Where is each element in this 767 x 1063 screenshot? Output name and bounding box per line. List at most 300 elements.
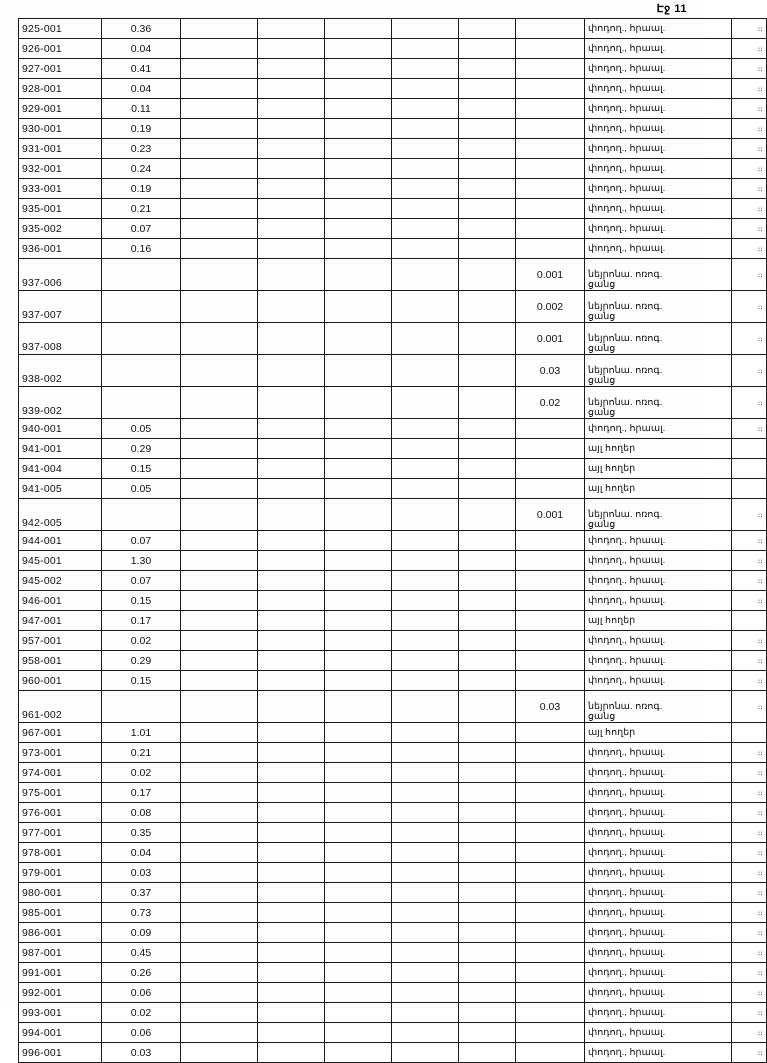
cell-area-value: 0.02 (102, 763, 181, 783)
table-row (19, 923, 767, 943)
cell-col5 (392, 783, 459, 803)
cell-code: 987-001 (19, 943, 102, 963)
registry-table (18, 18, 767, 1063)
cell-col4 (325, 611, 392, 631)
cell-col3 (258, 651, 325, 671)
cell-col3 (258, 259, 325, 291)
cell-col5 (392, 843, 459, 863)
cell-col2 (181, 743, 258, 763)
cell-col4 (325, 1003, 392, 1023)
cell-area-value: 0.17 (102, 611, 181, 631)
cell-col4 (325, 651, 392, 671)
table-row (19, 803, 767, 823)
cell-code: 935-001 (19, 199, 102, 219)
cell-land-type-note: այլ հողեր (585, 611, 732, 631)
cell-code: 945-002 (19, 571, 102, 591)
cell-land-type-note: այլ հողեր (585, 459, 732, 479)
cell-col4 (325, 139, 392, 159)
cell-col6 (459, 99, 516, 119)
cell-col5 (392, 59, 459, 79)
cell-col4 (325, 1043, 392, 1063)
cell-area-value: 0.36 (102, 19, 181, 39)
cell-col5 (392, 863, 459, 883)
cell-col2 (181, 323, 258, 355)
cell-margin-mark: ։։ (732, 903, 767, 923)
cell-col3 (258, 323, 325, 355)
cell-col5 (392, 983, 459, 1003)
cell-land-type-note: փոդող., հրաալ. (585, 671, 732, 691)
cell-land-type-note: այլ հողեր (585, 723, 732, 743)
cell-col6 (459, 79, 516, 99)
cell-col2 (181, 863, 258, 883)
cell-col5 (392, 671, 459, 691)
cell-network-value (516, 1023, 585, 1043)
table-row (19, 531, 767, 551)
cell-network-value (516, 671, 585, 691)
cell-col2 (181, 19, 258, 39)
table-row (19, 439, 767, 459)
cell-col4 (325, 743, 392, 763)
cell-col5 (392, 1023, 459, 1043)
cell-col6 (459, 803, 516, 823)
cell-area-value: 0.24 (102, 159, 181, 179)
cell-land-type-note: փոդող., հրաալ. (585, 179, 732, 199)
cell-network-value (516, 239, 585, 259)
cell-col4 (325, 291, 392, 323)
cell-land-type-note: նեյրոնա. ոռոգ. ցանց (585, 291, 732, 323)
cell-col6 (459, 199, 516, 219)
cell-col2 (181, 139, 258, 159)
cell-col4 (325, 355, 392, 387)
table-row (19, 219, 767, 239)
cell-margin-mark: ։։ (732, 1003, 767, 1023)
cell-col6 (459, 239, 516, 259)
cell-area-value (102, 499, 181, 531)
cell-network-value (516, 119, 585, 139)
cell-code: 986-001 (19, 923, 102, 943)
cell-col3 (258, 439, 325, 459)
cell-col3 (258, 883, 325, 903)
cell-margin-mark: ։։ (732, 943, 767, 963)
cell-code: 940-001 (19, 419, 102, 439)
cell-col6 (459, 923, 516, 943)
cell-col5 (392, 963, 459, 983)
cell-col5 (392, 611, 459, 631)
table-row (19, 239, 767, 259)
cell-col2 (181, 387, 258, 419)
cell-margin-mark: ։։ (732, 159, 767, 179)
cell-col3 (258, 531, 325, 551)
cell-code: 929-001 (19, 99, 102, 119)
cell-network-value (516, 419, 585, 439)
cell-col5 (392, 387, 459, 419)
cell-area-value: 0.19 (102, 119, 181, 139)
cell-col5 (392, 1003, 459, 1023)
cell-area-value (102, 323, 181, 355)
page-number-label: Էջ 11 (656, 3, 687, 15)
cell-col3 (258, 199, 325, 219)
table-row (19, 823, 767, 843)
cell-network-value (516, 903, 585, 923)
cell-col6 (459, 723, 516, 743)
cell-col6 (459, 1043, 516, 1063)
cell-col2 (181, 783, 258, 803)
cell-col2 (181, 611, 258, 631)
table-row (19, 1043, 767, 1063)
cell-col3 (258, 387, 325, 419)
cell-col3 (258, 219, 325, 239)
cell-code: 932-001 (19, 159, 102, 179)
cell-network-value (516, 79, 585, 99)
cell-land-type-note: փոդող., հրաալ. (585, 19, 732, 39)
cell-area-value: 0.02 (102, 1003, 181, 1023)
cell-land-type-note: նեյրոնա. ոռոգ. ցանց (585, 387, 732, 419)
cell-col5 (392, 219, 459, 239)
cell-col3 (258, 691, 325, 723)
cell-area-value: 0.05 (102, 419, 181, 439)
cell-col6 (459, 903, 516, 923)
cell-margin-mark: ։։ (732, 843, 767, 863)
cell-margin-mark: ։։ (732, 419, 767, 439)
cell-col4 (325, 763, 392, 783)
cell-col2 (181, 159, 258, 179)
cell-col3 (258, 159, 325, 179)
cell-area-value: 0.04 (102, 79, 181, 99)
cell-network-value: 0.001 (516, 259, 585, 291)
cell-col6 (459, 439, 516, 459)
cell-area-value: 0.03 (102, 863, 181, 883)
cell-col5 (392, 355, 459, 387)
cell-col5 (392, 591, 459, 611)
cell-col5 (392, 531, 459, 551)
cell-area-value: 0.04 (102, 39, 181, 59)
cell-col5 (392, 923, 459, 943)
cell-col3 (258, 291, 325, 323)
cell-col3 (258, 903, 325, 923)
cell-col4 (325, 19, 392, 39)
cell-code: 974-001 (19, 763, 102, 783)
cell-col6 (459, 983, 516, 1003)
cell-margin-mark: ։։ (732, 239, 767, 259)
cell-network-value (516, 551, 585, 571)
cell-code: 926-001 (19, 39, 102, 59)
cell-code: 937-008 (19, 323, 102, 355)
table-row (19, 883, 767, 903)
cell-col5 (392, 199, 459, 219)
cell-col5 (392, 883, 459, 903)
table-row (19, 39, 767, 59)
cell-col4 (325, 119, 392, 139)
cell-network-value (516, 923, 585, 943)
cell-code: 961-002 (19, 691, 102, 723)
cell-margin-mark: ։։ (732, 743, 767, 763)
table-row (19, 691, 767, 723)
table-row (19, 1003, 767, 1023)
cell-code: 930-001 (19, 119, 102, 139)
cell-land-type-note: նեյրոնա. ոռոգ. ցանց (585, 259, 732, 291)
cell-col6 (459, 671, 516, 691)
cell-code: 947-001 (19, 611, 102, 631)
cell-col2 (181, 499, 258, 531)
cell-code: 942-005 (19, 499, 102, 531)
cell-area-value: 0.08 (102, 803, 181, 823)
cell-network-value (516, 723, 585, 743)
cell-land-type-note: փոդող., հրաալ. (585, 763, 732, 783)
cell-margin-mark: ։։ (732, 823, 767, 843)
cell-col3 (258, 631, 325, 651)
cell-col6 (459, 479, 516, 499)
cell-land-type-note: այլ հողեր (585, 439, 732, 459)
table-row (19, 723, 767, 743)
cell-col5 (392, 499, 459, 531)
table-row (19, 59, 767, 79)
cell-col6 (459, 691, 516, 723)
cell-network-value (516, 479, 585, 499)
cell-col2 (181, 763, 258, 783)
cell-col4 (325, 199, 392, 219)
cell-margin-mark: ։։ (732, 691, 767, 723)
cell-col2 (181, 923, 258, 943)
cell-col2 (181, 531, 258, 551)
cell-margin-mark: ։։ (732, 1023, 767, 1043)
cell-land-type-note: փոդող., հրաալ. (585, 983, 732, 1003)
table-row (19, 99, 767, 119)
cell-land-type-note: փոդող., հրաալ. (585, 883, 732, 903)
cell-margin-mark: ։։ (732, 199, 767, 219)
cell-col6 (459, 1003, 516, 1023)
cell-land-type-note: փոդող., հրաալ. (585, 419, 732, 439)
table-row (19, 419, 767, 439)
cell-network-value: 0.001 (516, 323, 585, 355)
cell-margin-mark (732, 439, 767, 459)
cell-area-value: 0.03 (102, 1043, 181, 1063)
cell-col2 (181, 591, 258, 611)
cell-col4 (325, 923, 392, 943)
cell-col4 (325, 79, 392, 99)
cell-col2 (181, 671, 258, 691)
cell-col5 (392, 79, 459, 99)
cell-code: 928-001 (19, 79, 102, 99)
cell-col4 (325, 691, 392, 723)
table-row (19, 943, 767, 963)
table-row (19, 903, 767, 923)
cell-network-value: 0.002 (516, 291, 585, 323)
cell-land-type-note: փոդող., հրաալ. (585, 823, 732, 843)
table-row (19, 571, 767, 591)
cell-col3 (258, 923, 325, 943)
cell-margin-mark: ։։ (732, 863, 767, 883)
cell-col2 (181, 963, 258, 983)
cell-col3 (258, 179, 325, 199)
cell-col3 (258, 823, 325, 843)
cell-code: 980-001 (19, 883, 102, 903)
cell-network-value (516, 883, 585, 903)
cell-col5 (392, 259, 459, 291)
cell-col6 (459, 843, 516, 863)
cell-col2 (181, 803, 258, 823)
cell-network-value (516, 823, 585, 843)
cell-col2 (181, 943, 258, 963)
cell-col2 (181, 903, 258, 923)
table-row (19, 355, 767, 387)
cell-col4 (325, 179, 392, 199)
cell-land-type-note: փոդող., հրաալ. (585, 119, 732, 139)
cell-col6 (459, 883, 516, 903)
cell-area-value: 0.41 (102, 59, 181, 79)
cell-area-value: 0.09 (102, 923, 181, 943)
cell-col6 (459, 651, 516, 671)
cell-col4 (325, 259, 392, 291)
cell-col6 (459, 59, 516, 79)
cell-code: 985-001 (19, 903, 102, 923)
cell-margin-mark: ։։ (732, 1043, 767, 1063)
cell-margin-mark: ։։ (732, 323, 767, 355)
table-row (19, 323, 767, 355)
cell-col5 (392, 763, 459, 783)
cell-code: 937-007 (19, 291, 102, 323)
cell-col4 (325, 671, 392, 691)
cell-col6 (459, 571, 516, 591)
cell-col2 (181, 459, 258, 479)
cell-network-value (516, 159, 585, 179)
cell-area-value: 0.21 (102, 199, 181, 219)
cell-land-type-note: փոդող., հրաալ. (585, 551, 732, 571)
cell-margin-mark: ։։ (732, 291, 767, 323)
table-row (19, 631, 767, 651)
cell-land-type-note: փոդող., հրաալ. (585, 79, 732, 99)
cell-col2 (181, 651, 258, 671)
cell-code: 991-001 (19, 963, 102, 983)
cell-col5 (392, 723, 459, 743)
cell-land-type-note: փոդող., հրաալ. (585, 159, 732, 179)
cell-col6 (459, 291, 516, 323)
cell-area-value: 0.37 (102, 883, 181, 903)
cell-margin-mark: ։։ (732, 783, 767, 803)
cell-network-value: 0.001 (516, 499, 585, 531)
table-row (19, 783, 767, 803)
cell-col5 (392, 139, 459, 159)
cell-area-value: 0.15 (102, 591, 181, 611)
cell-col3 (258, 139, 325, 159)
cell-col5 (392, 439, 459, 459)
cell-col3 (258, 1023, 325, 1043)
cell-col3 (258, 763, 325, 783)
cell-area-value: 0.07 (102, 219, 181, 239)
cell-col3 (258, 671, 325, 691)
cell-col5 (392, 39, 459, 59)
cell-col3 (258, 571, 325, 591)
cell-col6 (459, 499, 516, 531)
cell-code: 993-001 (19, 1003, 102, 1023)
table-row (19, 179, 767, 199)
cell-code: 992-001 (19, 983, 102, 1003)
cell-network-value: 0.03 (516, 691, 585, 723)
cell-col4 (325, 159, 392, 179)
cell-col5 (392, 691, 459, 723)
cell-margin-mark: ։։ (732, 139, 767, 159)
cell-margin-mark: ։։ (732, 99, 767, 119)
cell-network-value (516, 199, 585, 219)
cell-col3 (258, 863, 325, 883)
cell-code: 946-001 (19, 591, 102, 611)
cell-col2 (181, 239, 258, 259)
cell-col6 (459, 119, 516, 139)
cell-network-value (516, 1043, 585, 1063)
cell-code: 975-001 (19, 783, 102, 803)
cell-col3 (258, 723, 325, 743)
table-row (19, 863, 767, 883)
cell-col3 (258, 1043, 325, 1063)
table-row (19, 79, 767, 99)
cell-col5 (392, 19, 459, 39)
cell-land-type-note: փոդող., հրաալ. (585, 651, 732, 671)
cell-network-value: 0.02 (516, 387, 585, 419)
cell-network-value (516, 459, 585, 479)
cell-col2 (181, 551, 258, 571)
cell-area-value: 0.11 (102, 99, 181, 119)
cell-col3 (258, 19, 325, 39)
cell-code: 936-001 (19, 239, 102, 259)
cell-col6 (459, 323, 516, 355)
table-row (19, 591, 767, 611)
cell-network-value (516, 571, 585, 591)
registry-table-container (18, 18, 763, 1063)
cell-area-value (102, 387, 181, 419)
cell-network-value (516, 219, 585, 239)
cell-area-value (102, 291, 181, 323)
cell-land-type-note: փոդող., հրաալ. (585, 591, 732, 611)
cell-network-value (516, 963, 585, 983)
cell-margin-mark: ։։ (732, 39, 767, 59)
cell-margin-mark: ։։ (732, 591, 767, 611)
cell-col4 (325, 219, 392, 239)
cell-land-type-note: փոդող., հրաալ. (585, 99, 732, 119)
cell-network-value (516, 651, 585, 671)
cell-code: 938-002 (19, 355, 102, 387)
cell-code: 976-001 (19, 803, 102, 823)
cell-col2 (181, 259, 258, 291)
cell-margin-mark: ։։ (732, 571, 767, 591)
cell-land-type-note: փոդող., հրաալ. (585, 943, 732, 963)
cell-col2 (181, 179, 258, 199)
table-row (19, 1023, 767, 1043)
cell-col6 (459, 39, 516, 59)
cell-col6 (459, 1023, 516, 1043)
cell-margin-mark: ։։ (732, 551, 767, 571)
cell-network-value (516, 19, 585, 39)
cell-col4 (325, 783, 392, 803)
cell-code: 935-002 (19, 219, 102, 239)
cell-col3 (258, 419, 325, 439)
cell-col5 (392, 291, 459, 323)
cell-col2 (181, 1023, 258, 1043)
cell-land-type-note: փոդող., հրաալ. (585, 239, 732, 259)
cell-col6 (459, 783, 516, 803)
cell-col3 (258, 459, 325, 479)
cell-area-value: 0.17 (102, 783, 181, 803)
cell-col5 (392, 943, 459, 963)
cell-code: 994-001 (19, 1023, 102, 1043)
cell-margin-mark: ։։ (732, 803, 767, 823)
cell-col5 (392, 99, 459, 119)
table-row (19, 611, 767, 631)
cell-col6 (459, 823, 516, 843)
cell-land-type-note: փոդող., հրաալ. (585, 803, 732, 823)
cell-area-value: 0.26 (102, 963, 181, 983)
cell-area-value: 0.05 (102, 479, 181, 499)
cell-col6 (459, 531, 516, 551)
cell-network-value (516, 763, 585, 783)
